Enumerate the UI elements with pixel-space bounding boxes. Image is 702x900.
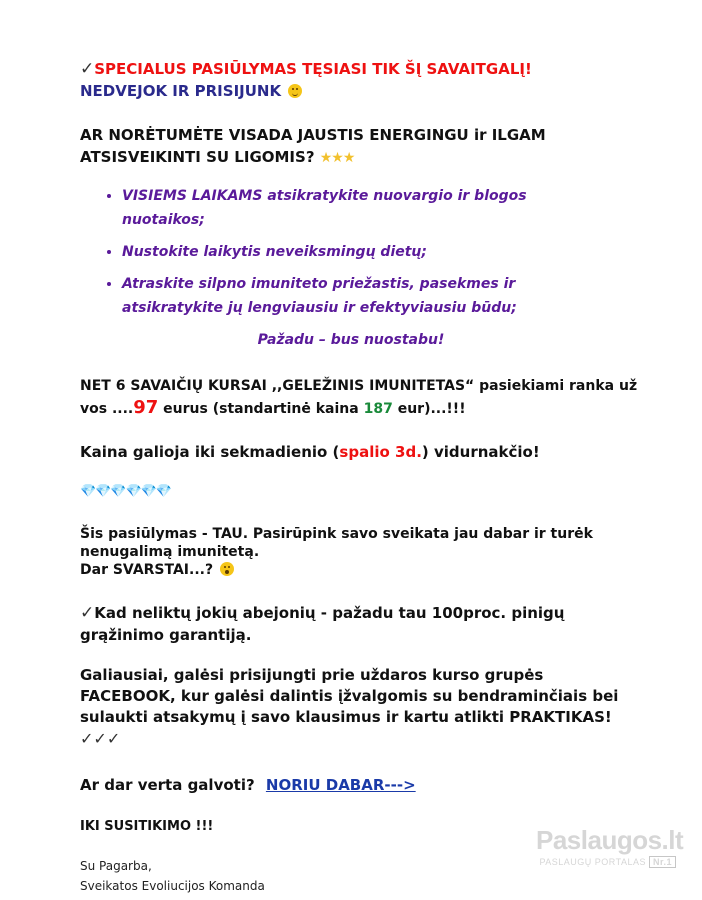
offer-you-line2: Dar SVARSTAI...? bbox=[80, 562, 214, 578]
checks-icon: ✓✓✓ bbox=[80, 729, 121, 748]
benefit-item: • Atraskite silpno imuniteto priežastis, pasekmes ir atsikratykite jų lengviausiu ir efektyviausiu būdu; bbox=[122, 272, 612, 320]
facebook-text: Galiausiai, galėsi prisijungti prie uždaros kurso grupės FACEBOOK, kur galėsi dalintis įžvalgomis su bendraminčiais bei sulaukti atsakymų į savo klausimus ir kartu atlikti PRAKTIKAS! bbox=[80, 666, 619, 726]
signature-line2: Sveikatos Evoliucijos Komanda bbox=[80, 879, 265, 893]
portal-watermark bbox=[536, 825, 684, 868]
join-now-text: NEDVEJOK IR PRISIJUNK bbox=[80, 82, 282, 100]
join-now-line bbox=[80, 80, 682, 102]
benefit-item: • Nustokite laikytis neveiksmingų dietų; bbox=[122, 240, 612, 264]
facebook-group bbox=[80, 665, 622, 750]
price-validity bbox=[80, 441, 682, 463]
benefit-item: • VISIEMS LAIKAMS atsikratykite nuovargio ir blogos nuotaikos; bbox=[122, 184, 612, 232]
smile-emoji-icon bbox=[288, 84, 302, 98]
surprised-emoji-icon bbox=[220, 562, 234, 576]
special-offer-text: SPECIALUS PASIŪLYMAS TĘSIASI TIK ŠĮ SAVAITGALĮ! bbox=[94, 60, 532, 78]
guarantee bbox=[80, 602, 622, 646]
check-icon: ✓ bbox=[80, 603, 95, 623]
farewell: IKI SUSITIKIMO !!! bbox=[80, 819, 214, 834]
course-price-value: 97 bbox=[133, 397, 159, 418]
cta-question: Ar dar verta galvoti? bbox=[80, 776, 255, 794]
cta-line bbox=[80, 774, 682, 796]
validity-text-2: ) vidurnakčio! bbox=[421, 443, 540, 461]
stars-icon: ★★★ bbox=[319, 150, 355, 166]
want-now-link[interactable]: NORIU DABAR---> bbox=[265, 776, 416, 794]
offer-you-line2-wrap bbox=[80, 561, 642, 579]
watermark-logo: Paslaugos.lt bbox=[536, 825, 684, 855]
guarantee-text: Kad neliktų jokių abejonių - pažadu tau 100proc. pinigų grąžinimo garantiją. bbox=[80, 604, 565, 644]
course-text-1: NET 6 SAVAIČIŲ KURSAI ,,GELEŽINIS IMUNITETAS“ pasiekiami ranka už vos .... bbox=[80, 378, 638, 417]
watermark-subtitle: PASLAUGŲ PORTALAS Nr.1 bbox=[536, 856, 676, 868]
validity-text-1: Kaina galioja iki sekmadienio ( bbox=[80, 443, 340, 461]
special-offer-line bbox=[80, 58, 682, 80]
offer-you-line1: Šis pasiūlymas - TAU. Pasirūpink savo sveikata jau dabar ir turėk nenugalimą imunitetą. bbox=[80, 526, 593, 560]
offer-you bbox=[80, 525, 642, 579]
standard-price-value: 187 bbox=[363, 401, 393, 417]
course-price bbox=[80, 375, 642, 420]
energy-question-text: AR NORĖTUMĖTE VISADA JAUSTIS ENERGINGU ir ILGAM ATSISVEIKINTI SU LIGOMIS? bbox=[80, 126, 546, 166]
watermark-nr-badge: Nr.1 bbox=[649, 856, 676, 868]
benefits-list bbox=[82, 184, 612, 328]
gems-icon: 💎💎💎💎💎💎 bbox=[80, 484, 172, 499]
course-text-3: eur)...!!! bbox=[392, 401, 466, 417]
validity-date: spalio 3d. bbox=[339, 443, 422, 461]
course-text-2: eurus (standartinė kaina bbox=[158, 401, 364, 417]
promise-line: Pažadu – bus nuostabu! bbox=[257, 332, 445, 348]
offer-header bbox=[80, 58, 682, 102]
energy-question bbox=[80, 124, 662, 169]
check-icon: ✓ bbox=[80, 59, 95, 79]
signature-line1: Su Pagarba, bbox=[80, 859, 152, 873]
